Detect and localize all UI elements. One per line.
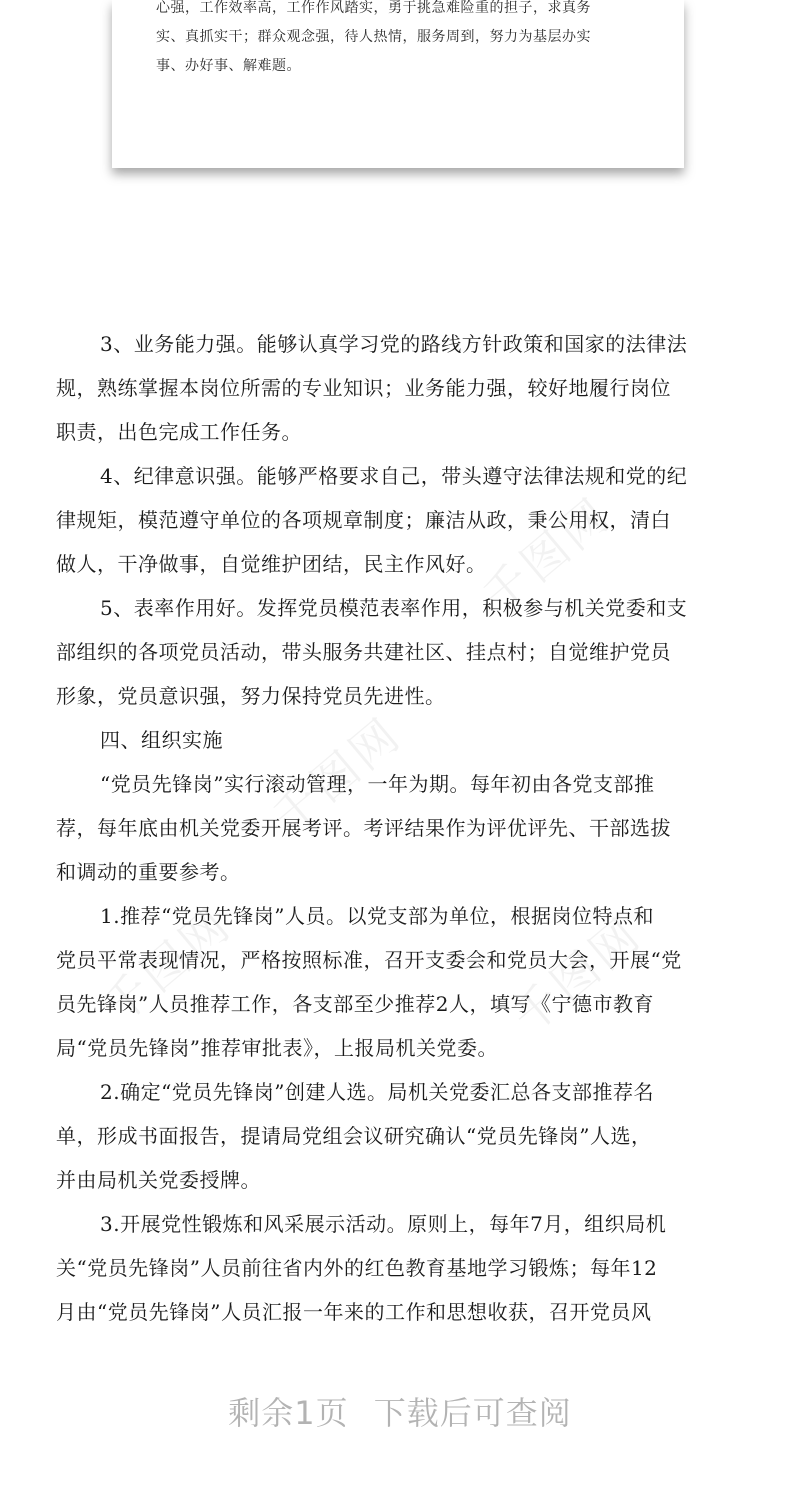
paragraph-line: 形象，党员意识强，努力保持党员先进性。: [56, 684, 446, 708]
download-hint-label: 下载后可查阅: [373, 1394, 572, 1432]
paragraph-first-line: 四、组织实施: [100, 728, 223, 752]
card-line: 心强，工作效率高，工作作风踏实，勇于挑急难险重的担子，求真务: [156, 0, 591, 16]
card-line: 实、真抓实干；群众观念强，待人热情，服务周到，努力为基层办实: [156, 29, 591, 45]
paragraph-line: 员先锋岗”人员推荐工作，各支部至少推荐2人，填写《宁德市教育: [56, 992, 654, 1016]
card-line: 事、办好事、解难题。: [156, 58, 301, 74]
paragraph-line: 党员平常表现情况，严格按照标准，召开支委会和党员大会，开展“党: [56, 948, 682, 972]
paragraph-first-line: 2.确定“党员先锋岗”创建人选。局机关党委汇总各支部推荐名: [100, 1080, 655, 1104]
watermark: 千图网: [262, 706, 412, 845]
paragraph-line: 月由“党员先锋岗”人员汇报一年来的工作和思想收获，召开党员风: [56, 1300, 652, 1324]
paragraph-first-line: 3、业务能力强。能够认真学习党的路线方针政策和国家的法律法: [100, 332, 688, 356]
paragraph-first-line: 4、纪律意识强。能够严格要求自己，带头遵守法律法规和党的纪: [100, 464, 688, 488]
paragraph-line: 局“党员先锋岗”推荐审批表》，上报局机关党委。: [56, 1036, 498, 1060]
paragraph-first-line: 3.开展党性锻炼和风采展示活动。原则上，每年7月，组织局机: [100, 1212, 667, 1236]
watermark: 千图网: [502, 906, 652, 1045]
paragraph-line: 和调动的重要参考。: [56, 860, 241, 884]
paragraph-line: 职责，出色完成工作任务。: [56, 420, 302, 444]
remaining-pages-label: 剩余1页: [228, 1394, 349, 1432]
paragraph-line: 关“党员先锋岗”人员前往省内外的红色教育基地学习锻炼；每年12: [56, 1256, 658, 1280]
paragraph-line: 荐，每年底由机关党委开展考评。考评结果作为评优评先、干部选拔: [56, 816, 671, 840]
paragraph-line: 部组织的各项党员活动，带头服务共建社区、挂点村；自觉维护党员: [56, 640, 671, 664]
preview-page-card: [112, 0, 684, 168]
watermark: 千图网: [92, 896, 242, 1035]
paragraph-line: 并由局机关党委授牌。: [56, 1168, 261, 1192]
paragraph-line: 规，熟练掌握本岗位所需的专业知识；业务能力强，较好地履行岗位: [56, 376, 671, 400]
paragraph-line: 做人，干净做事，自觉维护团结，民主作风好。: [56, 552, 487, 576]
paragraph-first-line: 1.推荐“党员先锋岗”人员。以党支部为单位，根据岗位特点和: [100, 904, 655, 928]
document-body: [56, 322, 748, 1334]
watermark: 千图网: [472, 486, 622, 625]
paragraph-line: 单，形成书面报告，提请局党组会议研究确认“党员先锋岗”人选，: [56, 1124, 652, 1148]
paragraph-first-line: “党员先锋岗”实行滚动管理，一年为期。每年初由各党支部推: [100, 772, 655, 796]
paragraph-line: 律规矩，模范遵守单位的各项规章制度；廉洁从政，秉公用权，清白: [56, 508, 671, 532]
paragraph-first-line: 5、表率作用好。发挥党员模范表率作用，积极参与机关党委和支: [100, 596, 688, 620]
download-banner[interactable]: [0, 1388, 800, 1434]
